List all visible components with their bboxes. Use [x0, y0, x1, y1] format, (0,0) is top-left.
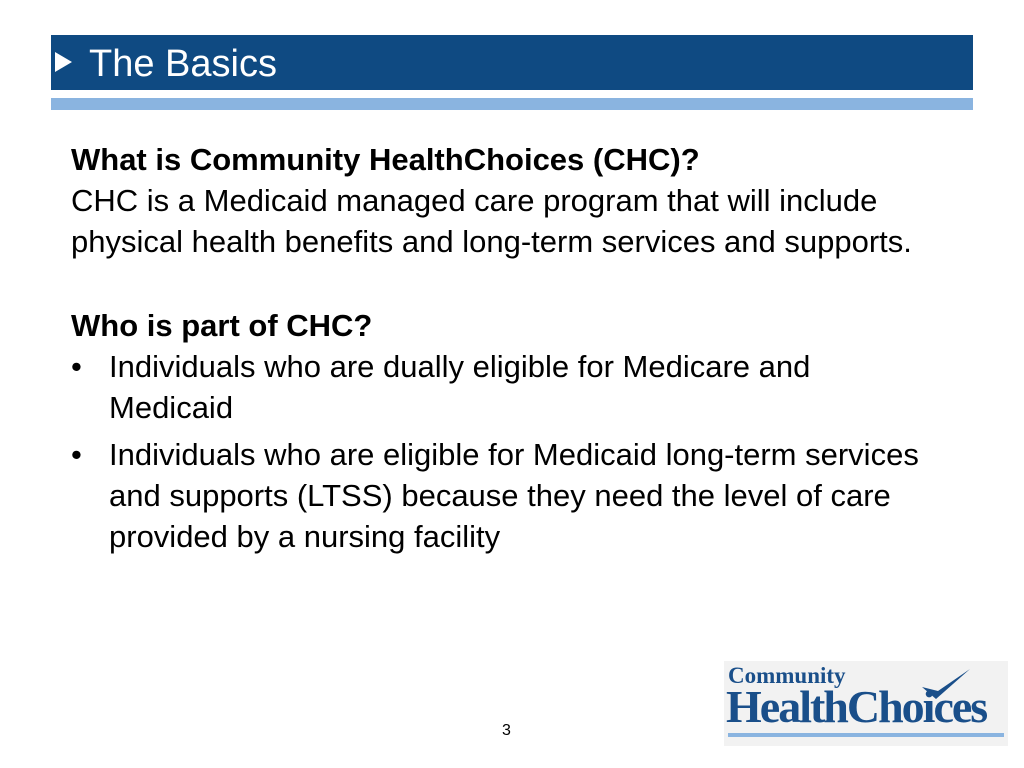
page-number: 3	[502, 722, 511, 739]
bullet-icon: •	[71, 437, 82, 472]
list-item	[71, 346, 941, 428]
logo-underline	[728, 733, 1004, 737]
question-who-is-part: Who is part of CHC?	[71, 308, 373, 343]
list-item-text: Individuals who are eligible for Medicaid long-term services and supports (LTSS) because they need the level of care provided by a nursing facility	[109, 437, 919, 554]
question-what-is-chc: What is Community HealthChoices (CHC)?	[71, 142, 700, 177]
slide-body	[71, 139, 941, 563]
logo-line-healthchoices: HealthChoices	[726, 681, 987, 732]
slide-title: The Basics	[89, 43, 277, 85]
list-item	[71, 434, 941, 557]
answer-what-is-chc: CHC is a Medicaid managed care program that will include physical health benefits and long-term services and supports.	[71, 183, 912, 259]
community-healthchoices-logo	[724, 661, 1008, 746]
accent-stripe	[51, 98, 973, 110]
logo-line-community: Community	[728, 663, 846, 688]
bullet-icon: •	[71, 349, 82, 384]
title-bar	[51, 35, 973, 90]
eligibility-list	[71, 346, 941, 557]
list-item-text: Individuals who are dually eligible for Medicare and Medicaid	[109, 349, 811, 425]
title-arrow-icon	[55, 52, 72, 72]
